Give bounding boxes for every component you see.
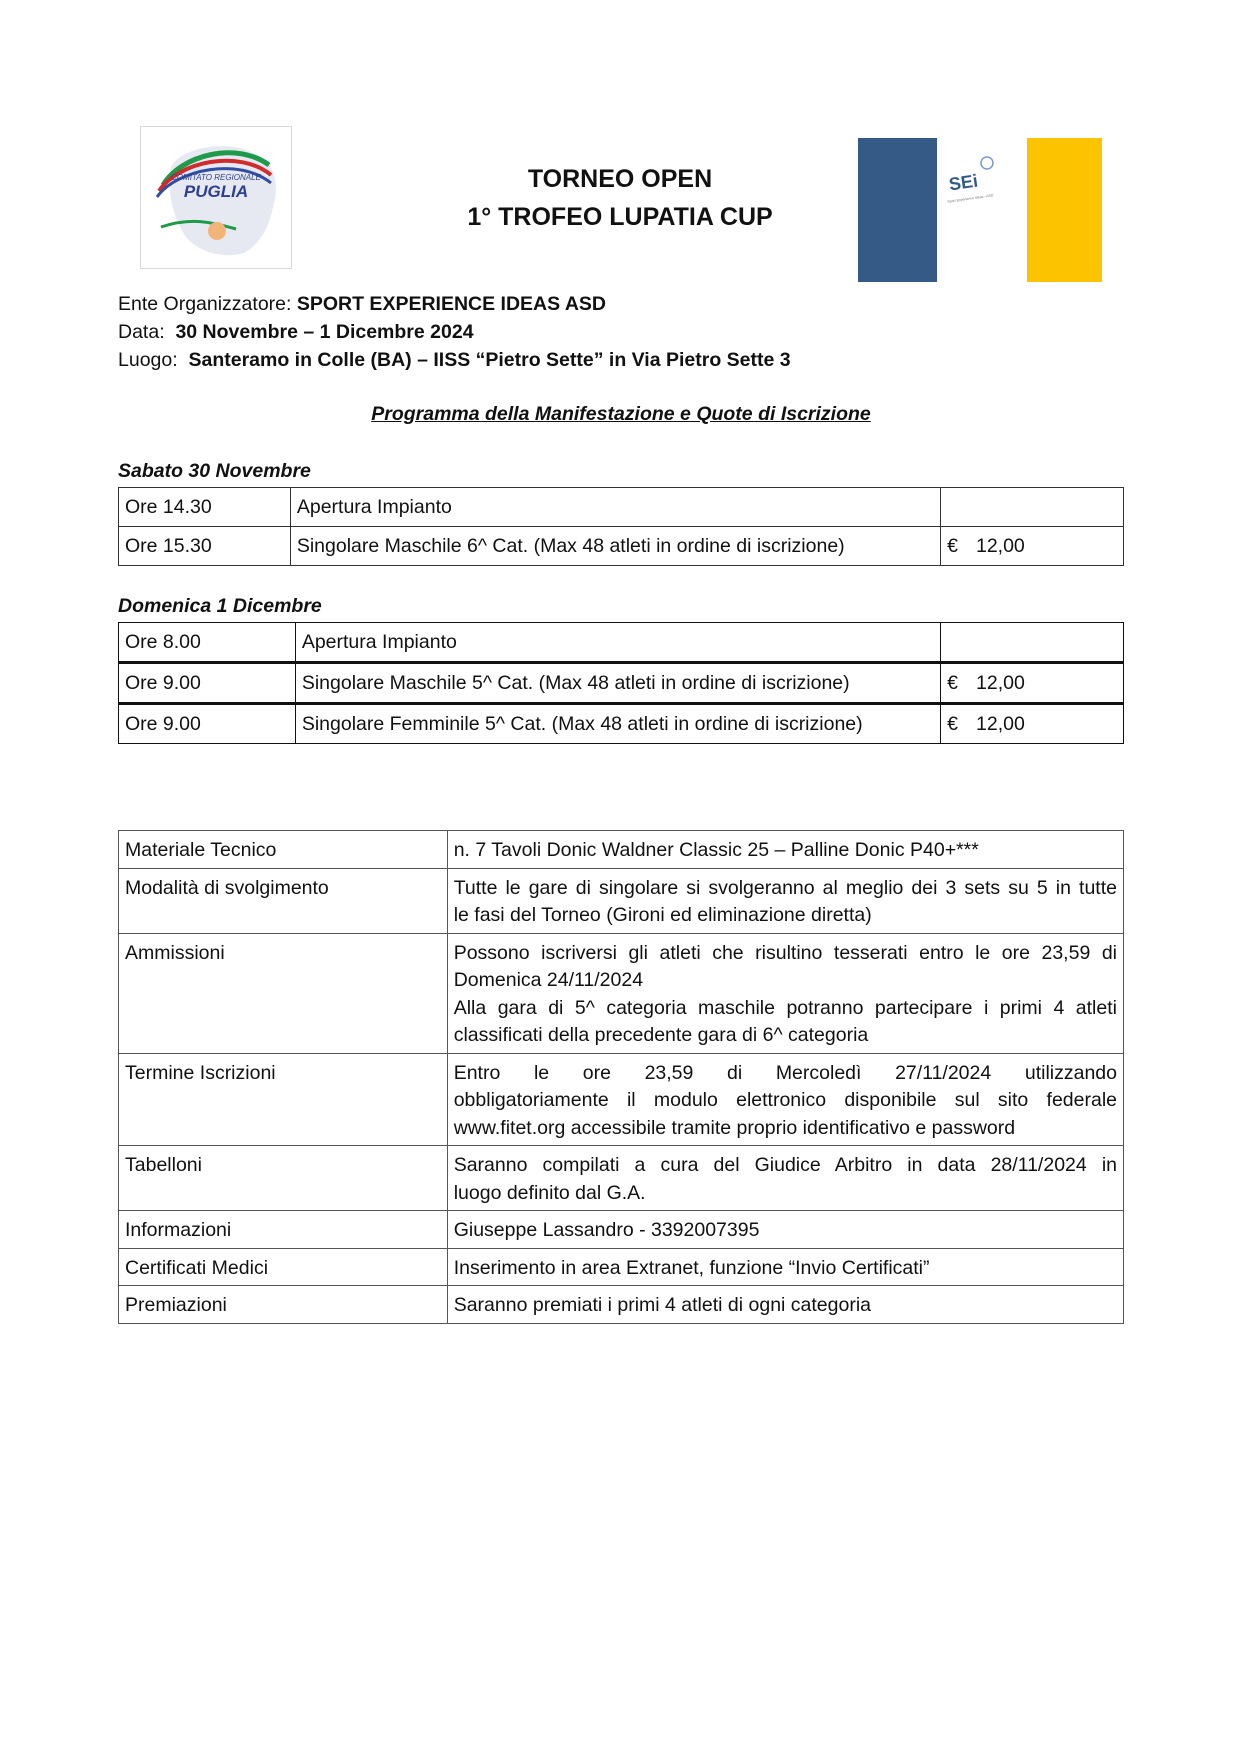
rule-value [447, 1211, 1123, 1249]
rule-line: Saranno premiati i primi 4 atleti di ogni categoria [453, 1294, 872, 1316]
rule-label: Premiazioni [119, 1286, 448, 1324]
rule-line: obbligatoriamente il modulo elettronico disponibile sul sito federale [453, 1089, 1117, 1111]
sei-logo [858, 138, 1102, 282]
currency-symbol: € [947, 712, 958, 735]
table-row [119, 868, 1124, 933]
time-cell: Ore 15.30 [119, 527, 291, 566]
puglia-logo-graphic [141, 127, 291, 268]
table-row [119, 623, 1124, 663]
rule-line: Entro le ore 23,59 di Mercoledì 27/11/2024 utilizzando [453, 1061, 1117, 1084]
yellow-stripe [1027, 138, 1102, 282]
rule-label: Ammissioni [119, 933, 448, 1053]
fee-value: 12,00 [976, 712, 1025, 735]
organizer-value: SPORT EXPERIENCE IDEAS ASD [296, 293, 607, 315]
place-line [118, 346, 791, 374]
sei-mark: SEi [947, 170, 980, 195]
organizer-line [118, 290, 606, 318]
rule-line: Inserimento in area Extranet, funzione “Invio Certificati” [453, 1256, 930, 1279]
rule-line: luogo definito dal G.A. [453, 1181, 646, 1204]
rule-value [447, 1053, 1123, 1146]
comitato-puglia-logo [140, 126, 292, 269]
rule-label: Tabelloni [119, 1146, 448, 1211]
table-row [119, 1211, 1124, 1249]
rule-line: classificati della precedente gara di 6^ categoria [453, 1024, 869, 1046]
table-row [119, 488, 1124, 527]
event-cell: Apertura Impianto [290, 488, 940, 527]
rule-label: Certificati Medici [119, 1248, 448, 1286]
sei-emblem [937, 138, 1027, 282]
saturday-schedule-table [118, 487, 1124, 566]
sunday-schedule-table [118, 622, 1124, 744]
rule-line: le fasi del Torneo (Gironi ed eliminazione diretta) [453, 904, 872, 926]
tournament-rules-table [118, 830, 1124, 1324]
rule-line: Domenica 24/11/2024 [453, 969, 644, 991]
time-cell: Ore 9.00 [119, 663, 296, 704]
table-row [119, 527, 1124, 566]
organizer-label: Ente Organizzatore: [118, 293, 297, 315]
title-line-1: TORNEO OPEN [527, 165, 713, 193]
place-value: Santeramo in Colle (BA) – IISS “Pietro Sette” in Via Pietro Sette 3 [188, 349, 791, 371]
rule-line: Tutte le gare di singolare si svolgeranno al meglio dei 3 sets su 5 in tutte [453, 876, 1117, 899]
currency-symbol: € [947, 534, 958, 557]
rule-line: Possono iscriversi gli atleti che risultino tesserati entro le ore 23,59 di [453, 941, 1117, 964]
rule-label: Informazioni [119, 1211, 448, 1249]
rule-value [447, 1248, 1123, 1286]
rule-value [447, 831, 1123, 869]
title-line-2: 1° TROFEO LUPATIA CUP [467, 203, 773, 231]
rule-line: www.fitet.org accessibile tramite proprio identificativo e password [453, 1116, 1016, 1139]
sunday-title: Domenica 1 Dicembre [118, 595, 322, 617]
rule-line: Alla gara di 5^ categoria maschile potranno partecipare i primi 4 atleti [453, 996, 1117, 1019]
place-label: Luogo: [118, 349, 189, 371]
program-title: Programma della Manifestazione e Quote di Iscrizione [371, 403, 871, 425]
fee-cell [941, 488, 1124, 527]
table-row [119, 1286, 1124, 1324]
fee-cell [941, 623, 1124, 663]
time-cell: Ore 9.00 [119, 704, 296, 744]
rule-line: Giuseppe Lassandro - 3392007395 [453, 1219, 760, 1241]
event-cell: Singolare Maschile 5^ Cat. (Max 48 atleti in ordine di iscrizione) [295, 663, 940, 704]
fee-cell [941, 704, 1124, 744]
event-cell: Apertura Impianto [295, 623, 940, 663]
saturday-title: Sabato 30 Novembre [118, 460, 311, 482]
fee-cell [941, 527, 1124, 566]
sei-tagline: Sport Experience Ideas - ASD [947, 193, 994, 204]
blue-stripe [858, 138, 937, 282]
rule-label: Termine Iscrizioni [119, 1053, 448, 1146]
rule-value [447, 1286, 1123, 1324]
fee-value: 12,00 [976, 671, 1025, 694]
logo-line2: PUGLIA [183, 182, 249, 201]
fee-cell [941, 663, 1124, 704]
rule-line: Saranno compilati a cura del Giudice Arbitro in data 28/11/2024 in [453, 1154, 1117, 1176]
document-title [420, 160, 820, 236]
rule-label: Materiale Tecnico [119, 831, 448, 869]
currency-symbol: € [947, 671, 958, 694]
rule-label: Modalità di svolgimento [119, 868, 448, 933]
table-row [119, 831, 1124, 869]
time-cell: Ore 8.00 [119, 623, 296, 663]
rule-line: n. 7 Tavoli Donic Waldner Classic 25 – Palline Donic P40+*** [453, 839, 979, 861]
rule-value [447, 868, 1123, 933]
rule-value [447, 1146, 1123, 1211]
date-line [118, 318, 474, 346]
logo-line1: COMITATO REGIONALE [171, 173, 261, 182]
date-label: Data: [118, 321, 176, 343]
table-row [119, 704, 1124, 744]
date-value: 30 Novembre – 1 Dicembre 2024 [175, 321, 474, 343]
fee-value: 12,00 [975, 534, 1025, 557]
table-row [119, 1248, 1124, 1286]
event-cell: Singolare Femminile 5^ Cat. (Max 48 atleti in ordine di iscrizione) [295, 704, 940, 744]
event-cell: Singolare Maschile 6^ Cat. (Max 48 atleti in ordine di iscrizione) [290, 527, 940, 566]
time-cell: Ore 14.30 [119, 488, 291, 527]
table-row [119, 663, 1124, 704]
table-row [119, 933, 1124, 1053]
rule-value [447, 933, 1123, 1053]
table-row [119, 1146, 1124, 1211]
table-row [119, 1053, 1124, 1146]
